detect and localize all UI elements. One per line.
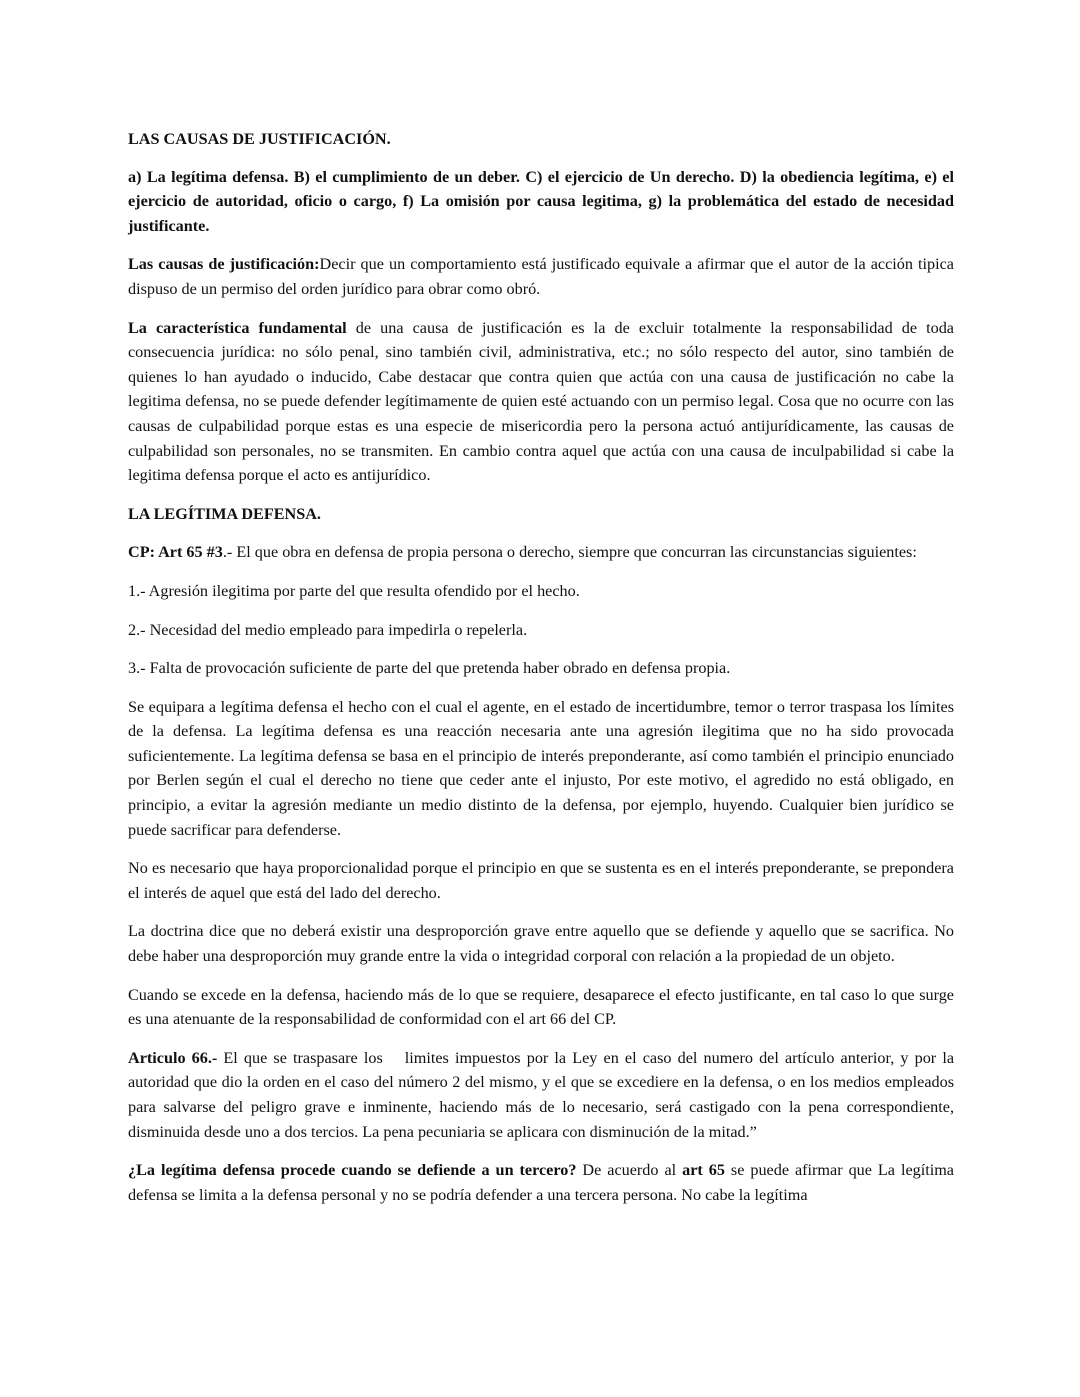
third-party-text-b: se puede afirmar que La legítima defensa se limita a la defensa personal y no se podría defender a una tercera persona. No cabe la legítima: [128, 1161, 954, 1204]
causes-list: a) La legítima defensa. B) el cumplimiento de un deber. C) el ejercicio de Un derecho. D) la obediencia legítima, e) el ejercicio de autoridad, oficio o cargo, f) La omisión por causa legitima, g) la problemática del estado de necesidad justificante.: [128, 167, 954, 235]
article-65-text: .- El que obra en defensa de propia persona o derecho, siempre que concurran las circunstancias siguientes:: [222, 543, 917, 562]
characteristic-label: La característica fundamental: [128, 318, 347, 337]
characteristic-paragraph: [128, 316, 954, 488]
section-heading: LA LEGÍTIMA DEFENSA.: [128, 504, 321, 523]
requirement-item: 3.- Falta de provocación suficiente de parte del que pretenda haber obrado en defensa propia.: [128, 659, 731, 678]
article-66-label: Articulo 66.-: [128, 1048, 218, 1067]
definition-text: Decir que un comportamiento está justificado equivale a afirmar que el autor de la acción tipica dispuso de un permiso del orden jurídico para obrar como obró.: [128, 255, 954, 298]
document-page: [128, 127, 954, 1221]
third-party-art-ref: art 65: [682, 1161, 725, 1180]
proporcionalidad-paragraph: No es necesario que haya proporcionalidad porque el principio en que se sustenta es en el interés preponderante, se prepondera el interés de aquel que está del lado del derecho.: [128, 859, 954, 902]
definition-label: Las causas de justificación:: [128, 255, 320, 274]
third-party-question: ¿La legítima defensa procede cuando se defiende a un tercero?: [128, 1161, 577, 1180]
third-party-text-a: De acuerdo al: [576, 1161, 683, 1180]
doctrina-paragraph: La doctrina dice que no deberá existir una desproporción grave entre aquello que se defiende y aquello que se sacrifica. No debe haber una desproporción muy grande entre la vida o integridad corporal con relación a la propiedad de un objeto.: [128, 922, 954, 966]
exceso-paragraph: Cuando se excede en la defensa, haciendo más de lo que se requiere, desaparece el efecto justificante, en tal caso lo que surge es una atenuante de la responsabilidad de conformidad con el art 66 del CP.: [128, 985, 954, 1029]
equiparacion-paragraph: Se equipara a legítima defensa el hecho con el cual el agente, en el estado de incertidumbre, temor o terror traspasa los límites de la defensa. La legítima defensa es una reacción necesaria ante una agresión ilegitima que no ha sido provocada suficientemente. La legítima defensa se basa en el principio de interés preponderante, así como también el principio enunciado por Berlen según el cual el derecho no tiene que ceder ante el injusto, Por este motivo, el agredido no está obligado, en principio, a evitar la agresión mediante un medio distinto de la defensa, por ejemplo, huyendo. Cualquier bien jurídico se puede sacrificar para defenderse.: [128, 697, 954, 839]
requirement-item: 1.- Agresión ilegitima por parte del que resulta ofendido por el hecho.: [128, 581, 580, 600]
definition-paragraph: [128, 252, 954, 301]
article-66-paragraph: [128, 1046, 954, 1144]
article-65-paragraph: [128, 540, 954, 565]
article-66-text-a: El que se traspasare los: [217, 1048, 383, 1067]
requirement-item: 2.- Necesidad del medio empleado para impedirla o repelerla.: [128, 620, 528, 639]
article-66-text-b: limites impuestos por la Ley en el caso del numero del artículo anterior, y por la autoridad que dio la orden en el caso del número 2 del mismo, y el que se excediere en la defensa, o en los medios empleados para salvarse del peligro grave e inminente, haciendo más de lo necesario, será castigado con la pena correspondiente, disminuida desde uno a dos tercios. La pena pecuniaria se aplicara con disminución de la mitad.”: [128, 1048, 954, 1141]
characteristic-text: de una causa de justificación es la de excluir totalmente la responsabilidad de toda consecuencia jurídica: no sólo penal, sino también civil, administrativa, etc.; no sólo respecto del autor, sino también de quienes lo han ayudado o inducido, Cabe destacar que contra quien que actúa con una causa de justificación no cabe la legitima defensa, no se puede defender legítimamente de quien esté actuando con un permiso legal. Cosa que no ocurre con las causas de culpabilidad porque estas es una especie de misericordia pero la persona actuó antijurídicamente, las causas de culpabilidad son personales, no se transmiten. En cambio contra aquel que actúa con una causa de inculpabilidad si cabe la legitima defensa porque el acto es antijurídico.: [128, 318, 954, 485]
article-65-label: CP: Art 65 #3: [128, 543, 223, 562]
third-party-paragraph: [128, 1158, 954, 1207]
document-title: LAS CAUSAS DE JUSTIFICACIÓN.: [128, 130, 391, 148]
